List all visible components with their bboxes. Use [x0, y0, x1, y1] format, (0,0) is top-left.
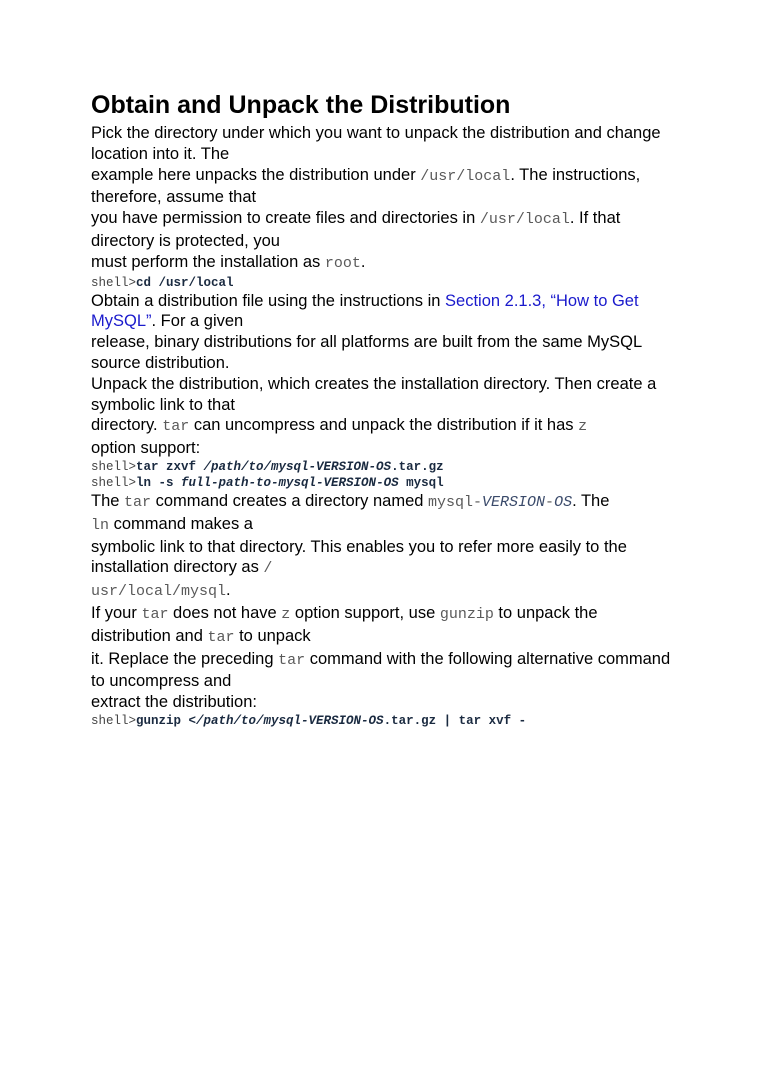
command-arg: full-path-to-mysql-VERSION-OS: [181, 475, 399, 490]
command-arg: /path/to/mysql-VERSION-OS: [203, 459, 392, 474]
inline-code: tar: [124, 493, 152, 511]
inline-code-italic: OS: [554, 493, 573, 511]
inline-code: z: [578, 418, 588, 436]
paragraph-choose-directory: [91, 123, 681, 275]
text: If your: [91, 603, 142, 622]
text: . The instructions, therefore, assume that: [91, 165, 641, 207]
shell-prompt: shell>: [91, 475, 137, 490]
text: Unpack the distribution, which creates the installation directory. Then create a symbolic link to that: [91, 374, 657, 414]
text: symbolic link to that directory. This enables you to refer more easily to the installation directory as: [91, 537, 627, 577]
text: option support:: [91, 439, 201, 458]
inline-code: /usr/local: [420, 167, 511, 185]
inline-code: usr/local/mysql: [91, 583, 227, 601]
text: .: [226, 581, 231, 600]
inline-code: root: [324, 254, 361, 272]
command: mysql: [398, 475, 444, 490]
paragraph-gunzip: [91, 603, 681, 713]
text: to unpack: [234, 626, 311, 645]
inline-code: tar: [278, 651, 306, 669]
text: you have permission to create files and directories in: [91, 209, 480, 228]
command: gunzip <: [136, 713, 197, 728]
command: ln -s: [136, 475, 182, 490]
inline-code: tar: [141, 605, 169, 623]
text: Pick the directory under which you want to unpack the distribution and change location into it. The: [91, 124, 661, 163]
text: directory.: [91, 416, 163, 435]
text: does not have: [168, 603, 282, 622]
document-page: [91, 90, 681, 729]
inline-code: -: [545, 493, 555, 511]
inline-code-italic: VERSION: [482, 493, 546, 511]
code-block-cd: [91, 275, 681, 291]
page-title: Obtain and Unpack the Distribution: [91, 91, 511, 119]
paragraph-tar-command: [91, 491, 681, 603]
text: release, binary distributions for all platforms are built from the same MySQL source distribution.: [91, 333, 642, 372]
shell-prompt: shell>: [91, 459, 137, 474]
inline-code: gunzip: [439, 605, 494, 623]
text: example here unpacks the distribution under: [91, 165, 421, 184]
command: .tar.gz: [391, 459, 444, 474]
shell-prompt: shell>: [91, 713, 137, 728]
text: . For a given: [151, 312, 244, 331]
text: it. Replace the preceding: [91, 649, 279, 668]
text: command makes a: [109, 514, 253, 533]
text: can uncompress and unpack the distribution if it has: [189, 416, 579, 435]
text: extract the distribution:: [91, 693, 257, 712]
text: Obtain a distribution file using the instructions in: [91, 291, 446, 310]
text: . If that directory is protected, you: [91, 209, 621, 250]
inline-code: z: [281, 605, 291, 623]
inline-code: tar: [162, 418, 190, 436]
text: to unpack the distribution and: [91, 603, 598, 645]
command: cd /usr/local: [136, 275, 234, 290]
command: .tar.gz | tar xvf -: [383, 713, 527, 728]
inline-code: /: [263, 560, 273, 578]
code-block-gunzip: [91, 713, 681, 729]
text: . The: [572, 491, 610, 510]
inline-code: mysql-: [428, 493, 483, 511]
inline-code: tar: [207, 628, 235, 646]
code-block-tar-ln: [91, 459, 681, 491]
command: tar zxvf: [136, 459, 204, 474]
shell-prompt: shell>: [91, 275, 137, 290]
paragraph-unpack: [91, 374, 681, 459]
text: .: [360, 252, 366, 271]
inline-code: /usr/local: [479, 211, 570, 229]
text: command with the following alternative command to uncompress and: [91, 649, 671, 691]
paragraph-obtain-file: [91, 291, 681, 374]
inline-code: ln: [91, 516, 110, 534]
section-link[interactable]: Section 2.1.3, “How to Get MySQL”: [91, 291, 639, 331]
text: must perform the installation as: [91, 252, 325, 271]
text: option support, use: [290, 603, 440, 622]
text: The: [91, 491, 125, 510]
text: command creates a directory named: [151, 491, 429, 510]
command-arg: /path/to/mysql-VERSION-OS: [196, 713, 384, 728]
